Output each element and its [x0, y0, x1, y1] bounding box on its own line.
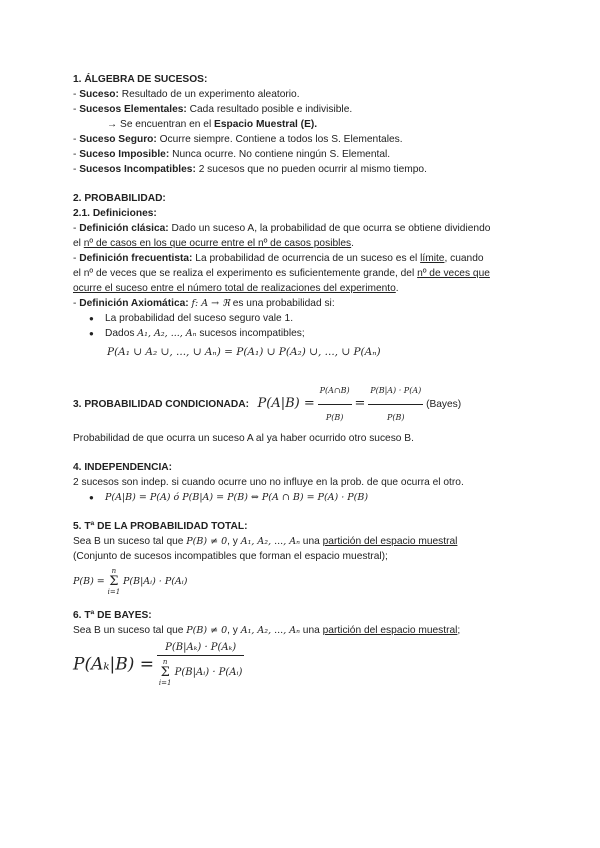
def-suceso-seguro: - Suceso Seguro: Ocurre siempre. Contiene a todos los S. Elementales. [73, 134, 403, 145]
def-suceso-imposible: - Suceso Imposible: Nunca ocurre. No contiene ningún S. Elemental. [73, 149, 391, 160]
section-6-text: Sea B un suceso tal que P(B) ≠ 0, y A₁, A₂, ..., Aₙ una partición del espacio muestral; [73, 625, 461, 636]
section-5-paren: (Conjunto de sucesos incompatibles que forman el espacio muestral); [73, 551, 388, 562]
def-sucesos-incompatibles: - Sucesos Incompatibles: 2 sucesos que no pueden ocurrir al mismo tiempo. [73, 164, 427, 175]
section-2-1-title: 2.1. Definiciones: [73, 208, 157, 219]
section-2-title: 2. PROBABILIDAD: [73, 193, 166, 204]
bayes-formula: P(Aₖ|B) = P(B|Aₖ) · P(Aₖ) n Σ i=1 P(B|Aᵢ) · P(Aᵢ) [73, 642, 243, 687]
total-probability-formula: P(B) = n Σ i=1 P(B|Aᵢ) · P(Aᵢ) [73, 566, 188, 596]
section-3-title: 3. PROBABILIDAD CONDICIONADA: [73, 399, 250, 411]
axiom-formula: P(A₁ ∪ A₂ ∪, ..., ∪ Aₙ) = P(A₁) ∪ P(A₂) ∪, ..., ∪ P(Aₙ) [107, 346, 381, 358]
axiom-bullet-1: ● La probabilidad del suceso seguro vale 1. [73, 311, 533, 326]
def-suceso: - Suceso: Resultado de un experimento aleatorio. [73, 89, 300, 100]
def-clasica-line1: - Definición clásica: Dado un suceso A, la probabilidad de que ocurra se obtiene dividiendo [73, 223, 491, 234]
section-6-title: 6. Tª DE BAYES: [73, 610, 152, 621]
conditional-fraction: $\frac{P(A\cap B)}{P(B)}$ [318, 378, 352, 431]
axiom-bullet-2: ● Dados A₁, A₂, ..., Aₙ sucesos incompatibles; [73, 326, 533, 341]
section-5-text: Sea B un suceso tal que P(B) ≠ 0, y A₁, A₂, ..., Aₙ una partición del espacio muestral [73, 536, 458, 547]
section-4-text: 2 sucesos son indep. si cuando ocurre uno no influye en la prob. de que ocurra el otro. [73, 477, 464, 488]
espacio-muestral-note: → Se encuentran en el Espacio Muestral (E). [107, 119, 318, 130]
section-3-text: Probabilidad de que ocurra un suceso A al ya haber ocurrido otro suceso B. [73, 433, 414, 444]
section-1-title: 1. ÁLGEBRA DE SUCESOS: [73, 74, 208, 85]
section-4-title: 4. INDEPENDENCIA: [73, 462, 173, 473]
independence-formula: ● P(A|B) = P(A) ó P(B|A) = P(B) ⇔ P(A ∩ B) = P(A) · P(B) [73, 490, 533, 505]
section-3-header: 3. PROBABILIDAD CONDICIONADA: P(A|B) = $\frac{P(A\cap B)}{P(B)}$ = $\frac{P(B|A) \cdot P(A)}{P(B)}$ (Bayes) [73, 378, 533, 431]
def-sucesos-elementales: - Sucesos Elementales: Cada resultado posible e indivisible. [73, 104, 353, 115]
def-clasica-line2: el nº de casos en los que ocurre entre el nº de casos posibles. [73, 238, 354, 249]
section-5-title: 5. Tª DE LA PROBABILIDAD TOTAL: [73, 521, 248, 532]
def-frecuentista-line2: el nº de veces que se realiza el experimento es suficientemente grande, del nº de veces que [73, 268, 490, 279]
def-frecuentista-line3: ocurre el suceso entre el número total de realizaciones del experimento. [73, 283, 399, 294]
document-page [73, 72, 533, 687]
def-axiomatica: - Definición Axiomática: f: A → ℜ es una probabilidad si: [73, 298, 335, 309]
def-frecuentista-line1: - Definición frecuentista: La probabilidad de ocurrencia de un suceso es el límite, cuando [73, 253, 484, 264]
bayes-fraction: $\frac{P(B|A) \cdot P(A)}{P(B)}$ [368, 378, 423, 431]
